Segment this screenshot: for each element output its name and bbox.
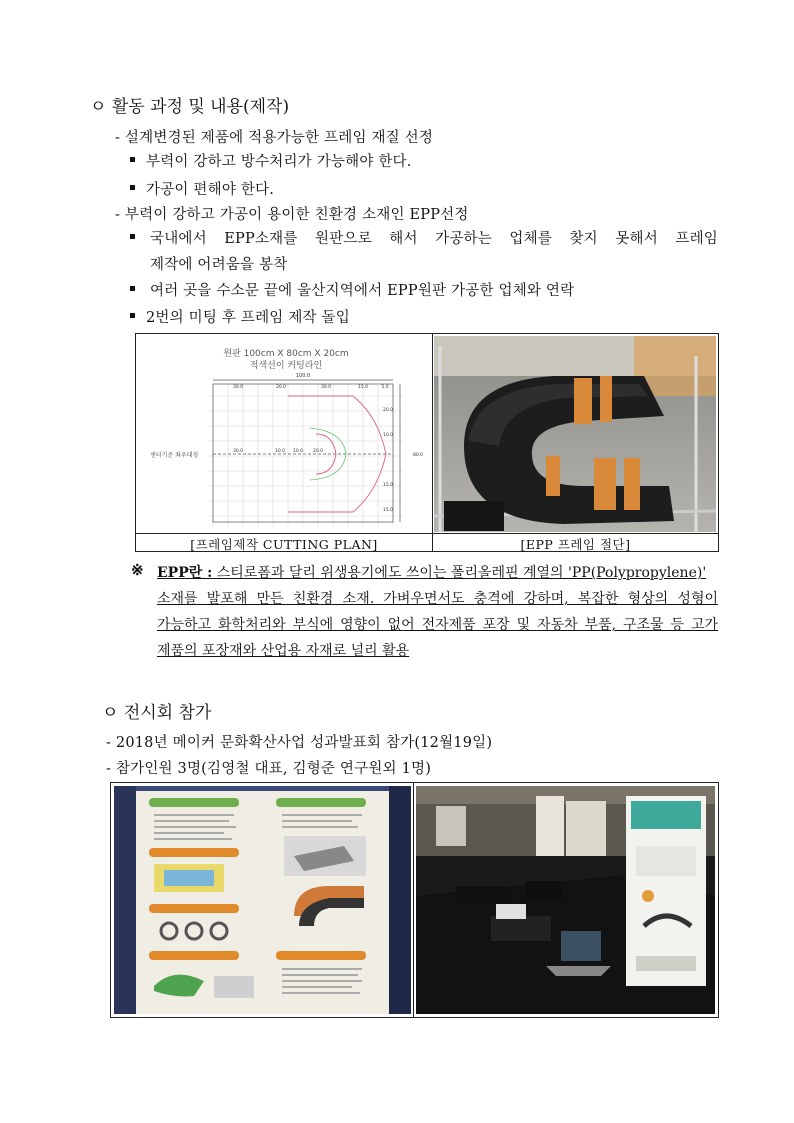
section1-item1: - 설계변경된 제품에 적용가능한 프레임 재질 선정 xyxy=(115,130,434,146)
section2-item2: - 참가인원 3명(김영철 대표, 김형준 연구원외 1명) xyxy=(106,761,432,777)
note-line1: 스티로폼과 달리 위생용기에도 쓰이는 폴리올레핀 계열의 'PP(Polypropylene)' xyxy=(216,565,707,581)
section1-item2-bullet1-line2: 제작에 어려움을 봉착 xyxy=(150,257,288,273)
drawing-title-2: 적색선이 커팅라인 xyxy=(249,361,323,371)
bullet-icon xyxy=(130,234,135,239)
section1-item2: - 부력이 강하고 가공이 용이한 친환경 소재인 EPP선정 xyxy=(115,207,469,223)
dim-right-2: 10.0 xyxy=(383,433,394,438)
caption-epp-frame: [EPP 프레임 절단] xyxy=(520,537,631,552)
drawing-side-label: 센터기준 좌우대칭 xyxy=(150,452,199,459)
exhibition-poster-photo xyxy=(114,786,411,1014)
dim-top-5: 5.0 xyxy=(381,385,389,390)
note-line2: 소재를 발포해 만든 친환경 소재. 가벼우면서도 충격에 강하며, 복잡한 형상의 성형이 xyxy=(157,591,718,607)
tape-strip xyxy=(574,378,592,424)
section2-item1: - 2018년 메이커 문화확산사업 성과발표회 참가(12월19일) xyxy=(106,735,493,751)
bullet-icon xyxy=(130,185,135,190)
dim-top-4: 15.0 xyxy=(357,385,369,390)
figure2-table xyxy=(110,782,719,1018)
bullet-icon xyxy=(130,157,135,162)
note-line1-wrap xyxy=(157,562,706,582)
section1-item1-bullet1: 부력이 강하고 방수처리가 가능해야 한다. xyxy=(146,154,412,170)
section1-heading: ㅇ 활동 과정 및 내용(제작) xyxy=(90,97,290,117)
figure1-table xyxy=(135,333,719,552)
section1-item2-bullet3: 2번의 미팅 후 프레임 제작 돌입 xyxy=(146,310,350,326)
bullet-icon xyxy=(130,286,135,291)
dim-mid-3: 20.0 xyxy=(312,449,324,454)
dim-top-3: 30.0 xyxy=(320,385,332,390)
dim-top-1: 30.0 xyxy=(232,385,244,390)
cutting-plan-drawing xyxy=(138,336,430,532)
laptop-screen xyxy=(561,931,601,961)
dim-right-0: 80.0 xyxy=(413,453,424,458)
bullet-icon xyxy=(130,313,135,318)
section1-item1-bullet2: 가공이 편해야 한다. xyxy=(146,182,275,198)
caption-cutting-plan: [프레임제작 CUTTING PLAN] xyxy=(190,537,378,552)
dim-top-0: 100.0 xyxy=(295,373,311,379)
note-line4: 제품의 포장재와 산업용 자재로 널리 활용 xyxy=(157,643,410,659)
dim-mid-2: 10.0 xyxy=(292,449,304,454)
note-line3: 가능하고 화학처리와 부식에 영향이 없어 전자제품 포장 및 자동차 부품, 구조물 등 고가 xyxy=(157,617,718,633)
dim-top-2: 20.0 xyxy=(275,385,287,390)
section1-item2-bullet1-line1: 국내에서 EPP소재를 원판으로 해서 가공하는 업체를 찾지 못해서 프레임 xyxy=(150,231,718,247)
note-mark: ※ xyxy=(131,561,144,579)
epp-frame-photo xyxy=(434,336,716,532)
dim-right-3: 15.0 xyxy=(383,483,394,488)
dim-right-4: 15.0 xyxy=(383,508,394,513)
section2-heading: ㅇ 전시회 참가 xyxy=(102,703,212,723)
drawing-title-1: 원판 100cm X 80cm X 20cm xyxy=(223,349,349,359)
dim-right-1: 20.0 xyxy=(383,408,394,413)
dim-mid-1: 10.0 xyxy=(274,449,286,454)
section1-item2-bullet2: 여러 곳을 수소문 끝에 울산지역에서 EPP원판 가공한 업체와 연락 xyxy=(150,283,575,299)
exhibition-booth-photo xyxy=(416,786,715,1014)
note-label: EPP란 : xyxy=(157,565,213,581)
dim-mid-0: 30.0 xyxy=(232,449,244,454)
